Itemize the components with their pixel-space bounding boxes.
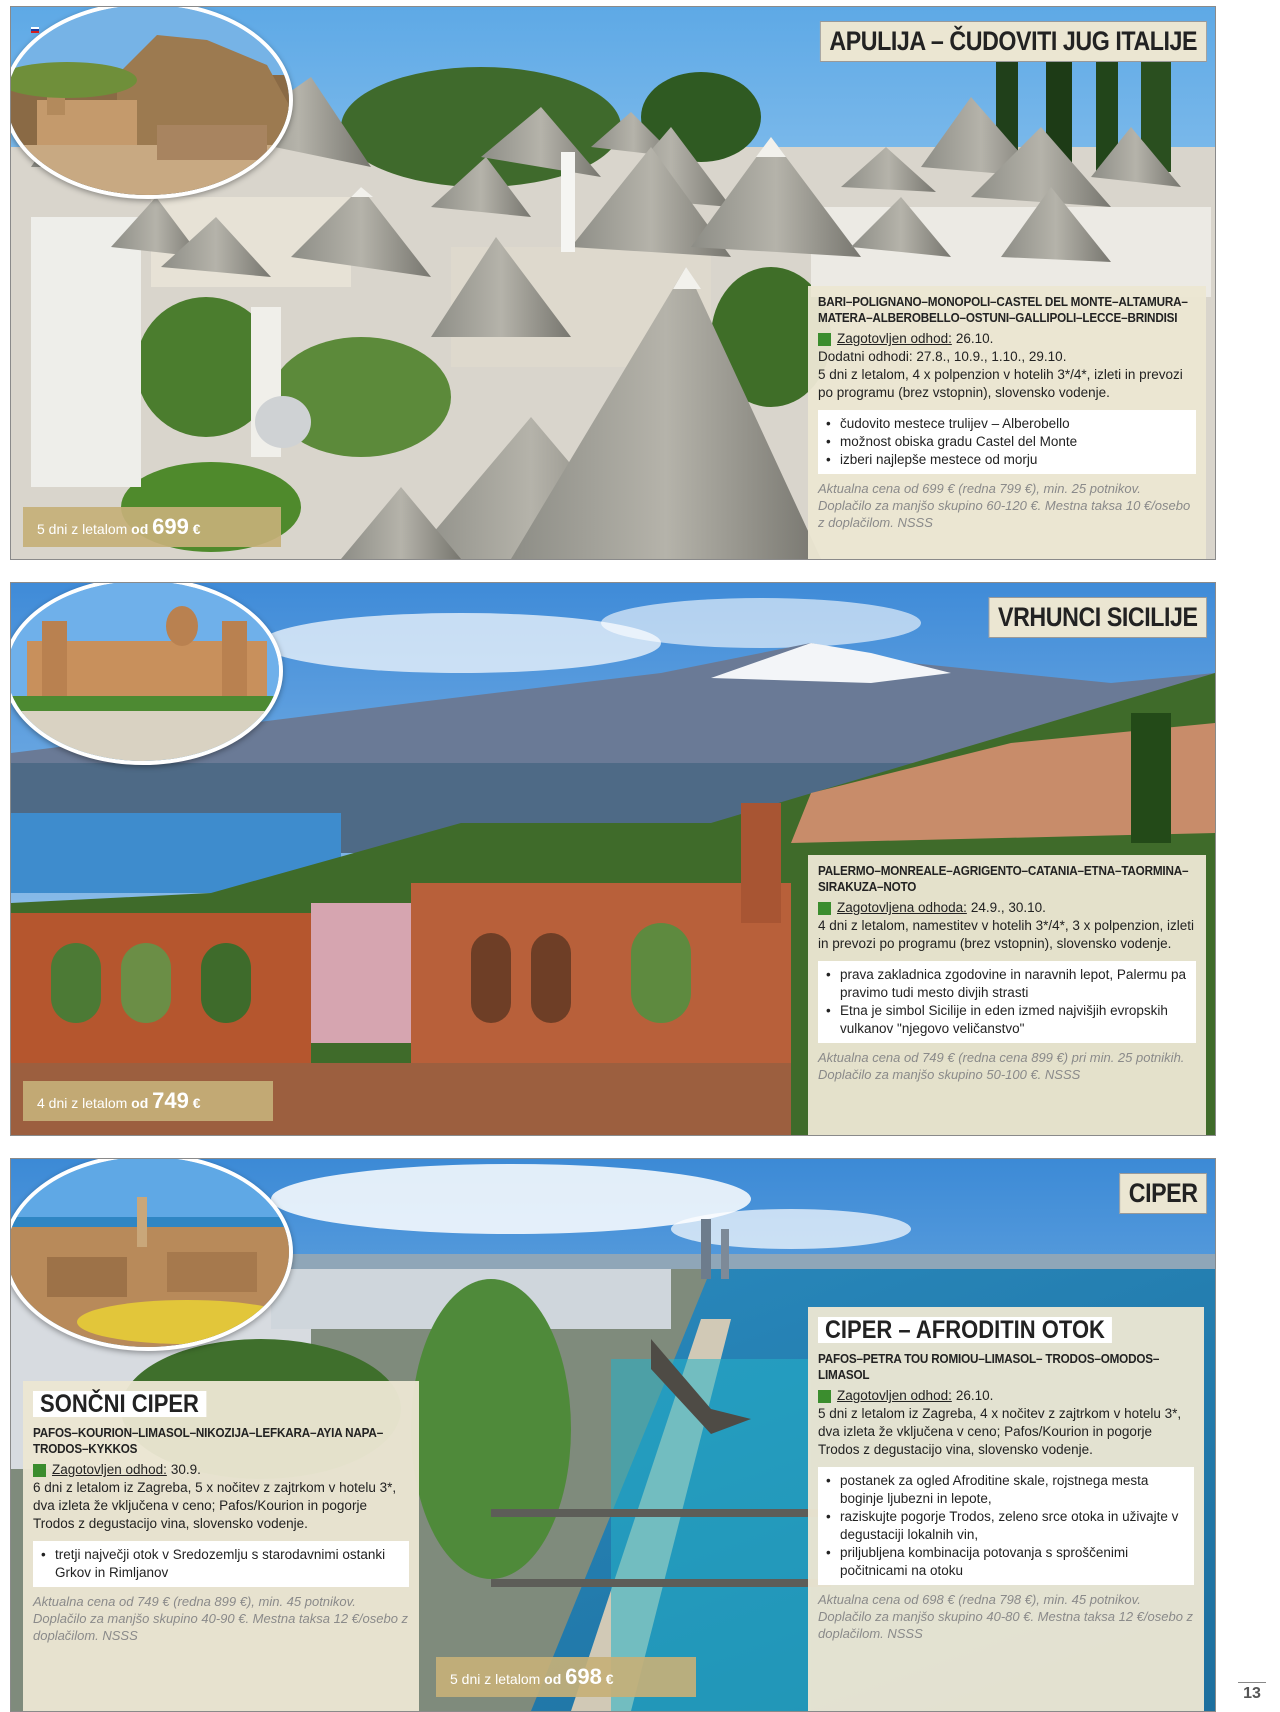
cyprus-right-route: PAFOS–PETRA TOU ROMIOU–LIMASOL– TRODOS–OMODOS–LIMASOL: [818, 1351, 1160, 1382]
departure-value: 24.9., 30.10.: [970, 900, 1046, 915]
departure-value: 26.10.: [955, 331, 994, 346]
sicily-highlights: [818, 961, 1196, 1043]
sicily-price-badge: [23, 1081, 273, 1121]
cyprus-left-info-box: [23, 1381, 419, 1711]
price-prefix: 5 dni z letalom: [37, 521, 128, 537]
departure-value: 30.9.: [170, 1462, 201, 1477]
list-item: • Etna je simbol Sicilije in eden izmed najvišjih evropskih vulkanov "njegovo veličanstvo": [826, 1002, 1188, 1038]
apulia-description: 5 dni z letalom, 4 x polpenzion v hotelih 3*/4*, izleti in prevozi po programu (brez vstopnin), slovensko vodenje.: [818, 367, 1183, 400]
list-item: • prava zakladnica zgodovine in naravnih lepot, Palermu pa pravimo tudi mesto divjih strasti: [826, 966, 1188, 1002]
cyprus-left-departure: [33, 1461, 409, 1479]
green-square-icon: [818, 1390, 831, 1403]
apulia-highlights: [818, 410, 1196, 474]
language-flag-icon: [31, 27, 39, 33]
list-item: • priljubljena kombinacija potovanja s sproščenimi počitnicami na otoku: [826, 1544, 1186, 1580]
departure-label: Zagotovljen odhod:: [837, 1388, 952, 1403]
price-amount: 749: [152, 1088, 189, 1113]
list-item: • možnost obiska gradu Castel del Monte: [826, 433, 1188, 451]
departure-label: Zagotovljen odhod:: [837, 331, 952, 346]
page-number: 13: [1238, 1682, 1266, 1703]
cyprus-right-fine-print: Aktualna cena od 698 € (redna 798 €), min. 45 potnikov. Doplačilo za manjšo skupino 40-80 €. Mestna taksa 12 €/osebo z doplačilom. NSSS: [818, 1592, 1194, 1641]
cyprus-right-departure: [818, 1387, 1194, 1405]
price-currency: €: [605, 1671, 614, 1687]
cyprus-right-description: 5 dni z letalom iz Zagreba, 4 x nočitev z zajtrkom v hotelu 3*, dva izleta že vključena v ceno; Pafos/Kourion in pogorje Trodos z degustacijo vina, slovensko vodenje.: [818, 1406, 1182, 1457]
sicily-info-box: [808, 855, 1206, 1135]
cyprus-price-badge: [436, 1657, 696, 1697]
cyprus-left-route: PAFOS–KOURION–LIMASOL–NIKOZIJA–LEFKARA–AYIA NAPA–TRODOS–KYKKOS: [33, 1425, 384, 1456]
departure-label: Zagotovljen odhod:: [52, 1462, 167, 1477]
apulia-info-box: [808, 286, 1206, 559]
apulia-departure: [818, 330, 1196, 348]
green-square-icon: [33, 1464, 46, 1477]
green-square-icon: [818, 333, 831, 346]
price-prefix: 5 dni z letalom: [450, 1671, 541, 1687]
cyprus-left-description: 6 dni z letalom iz Zagreba, 5 x nočitev z zajtrkom v hotelu 3*, dva izleta že vključena v ceno; Pafos/Kourion in pogorje Trodos z degustacijo vina, slovensko vodenje.: [33, 1480, 397, 1531]
apulia-fine-print: Aktualna cena od 699 € (redna 799 €), min. 25 potnikov. Doplačilo za manjšo skupino 60-120 €. Mestna taksa 10 €/osebo z doplačilom. NSSS: [818, 481, 1191, 530]
list-item: • izberi najlepše mestece od morju: [826, 451, 1188, 469]
price-od: od: [131, 1095, 149, 1111]
cyprus-left-fine-print: Aktualna cena od 749 € (redna 899 €), min. 45 potnikov. Doplačilo za manjšo skupino 40-90 €. Mestna taksa 12 €/osebo z doplačilom. NSSS: [33, 1594, 409, 1643]
sicily-fine-print: Aktualna cena od 749 € (redna cena 899 €) pri min. 25 potnikih. Doplačilo za manjšo skupino 50-100 €. NSSS: [818, 1050, 1185, 1082]
cyprus-right-info-box: [808, 1307, 1204, 1711]
apulia-price-badge: [23, 507, 281, 547]
apulia-panel: [10, 6, 1216, 560]
cyprus-right-highlights: [818, 1467, 1194, 1585]
price-amount: 699: [152, 514, 189, 539]
list-item: • čudovito mestece trulijev – Alberobello: [826, 415, 1188, 433]
price-od: od: [131, 521, 149, 537]
sicily-route: PALERMO–MONREALE–AGRIGENTO–CATANIA–ETNA–TAORMINA–SIRAKUZA–NOTO: [818, 863, 1189, 894]
sicily-departure: [818, 899, 1196, 917]
green-square-icon: [818, 902, 831, 915]
apulia-route: BARI–POLIGNANO–MONOPOLI–CASTEL DEL MONTE–ALTAMURA–MATERA–ALBEROBELLO–OSTUNI–GALLIPOLI–LECCE–BRINDISI: [818, 294, 1188, 325]
price-currency: €: [192, 1095, 201, 1111]
price-prefix: 4 dni z letalom: [37, 1095, 128, 1111]
sicily-description: 4 dni z letalom, namestitev v hotelih 3*/4*, 3 x polpenzion, izleti in prevozi po programu (brez vstopnin), slovensko vodenje.: [818, 918, 1194, 951]
list-item: • postanek za ogled Afroditine skale, rojstnega mesta boginje ljubezni in lepote,: [826, 1472, 1186, 1508]
departure-label: Zagotovljena odhoda:: [837, 900, 967, 915]
price-currency: €: [192, 521, 201, 537]
cyprus-title: CIPER: [1119, 1173, 1207, 1214]
list-item: • raziskujte pogorje Trodos, zeleno srce otoka in uživajte v degustaciji lokalnih vin,: [826, 1508, 1186, 1544]
price-od: od: [544, 1671, 562, 1687]
price-amount: 698: [565, 1664, 602, 1689]
cyprus-panel: [10, 1158, 1216, 1712]
cyprus-left-highlights: [33, 1541, 409, 1587]
list-item: • tretji največji otok v Sredozemlju s starodavnimi ostanki Grkov in Rimljanov: [41, 1546, 401, 1582]
apulia-title: APULIJA – ČUDOVITI JUG ITALIJE: [820, 21, 1207, 62]
sicily-title: VRHUNCI SICILIJE: [989, 597, 1207, 638]
sicily-panel: [10, 582, 1216, 1136]
cyprus-right-heading: CIPER – AFRODITIN OTOK: [818, 1317, 1112, 1343]
apulia-extra-departures: Dodatni odhodi: 27.8., 10.9., 1.10., 29.10.: [818, 349, 1067, 364]
departure-value: 26.10.: [955, 1388, 994, 1403]
cyprus-left-heading: SONČNI CIPER: [33, 1391, 206, 1417]
